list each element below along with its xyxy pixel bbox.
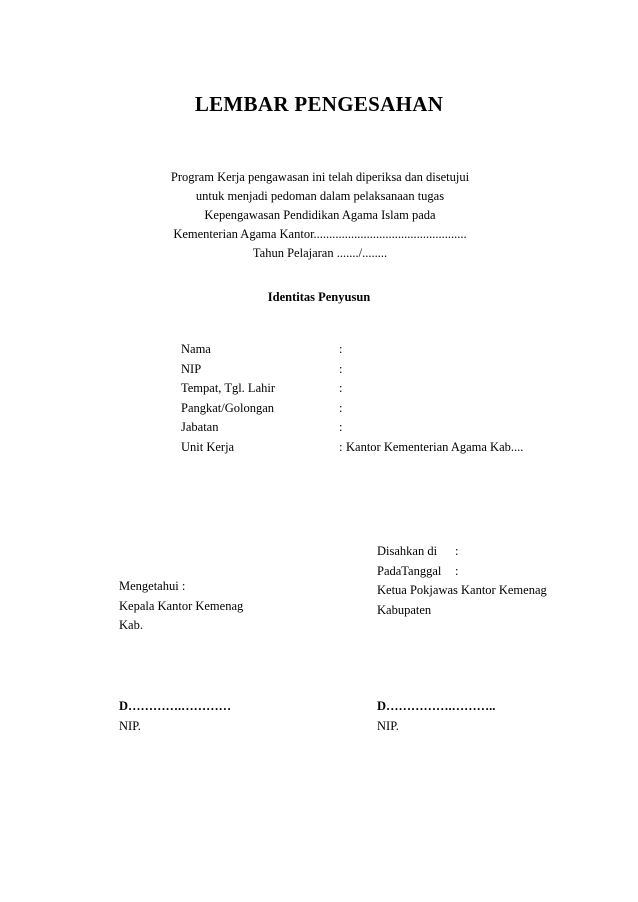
tanggal-row — [377, 562, 547, 582]
tanggal-label: PadaTanggal — [377, 563, 442, 578]
intro-line: Tahun Pelajaran ......./........ — [252, 246, 388, 260]
identity-label: Pangkat/Golongan — [181, 400, 275, 415]
intro-line: untuk menjadi pedoman dalam pelaksanaan tugas — [195, 189, 445, 203]
identity-separator: : — [339, 361, 343, 376]
identity-separator: : — [339, 439, 343, 454]
signer-name-left: D………….………… — [119, 699, 232, 713]
signature-block-right — [377, 542, 547, 620]
disahkan-row — [377, 542, 547, 562]
disahkan-label: Disahkan di — [377, 544, 438, 558]
mengetahui-label: Mengetahui : — [119, 579, 186, 593]
identity-separator: : — [339, 342, 343, 356]
document-title: LEMBAR PENGESAHAN — [194, 92, 444, 116]
signer-position-right: Ketua Pokjawas Kantor Kemenag — [377, 583, 547, 597]
signer-nip-right: NIP. — [377, 718, 399, 733]
identity-separator: : — [339, 381, 343, 395]
intro-line: Program Kerja pengawasan ini telah diperiksa dan disetujui — [170, 170, 470, 184]
identity-separator: : — [339, 400, 343, 415]
tanggal-separator: : — [455, 563, 459, 578]
identity-label: Tempat, Tgl. Lahir — [181, 381, 276, 395]
signature-block-left — [119, 577, 243, 636]
identity-separator: : — [339, 420, 343, 434]
signer-position-left: Kepala Kantor Kemenag — [119, 598, 244, 613]
signer-office-right: Kabupaten — [377, 602, 432, 617]
section-subtitle: Identitas Penyusun — [267, 290, 371, 304]
identity-label: Jabatan — [181, 420, 219, 434]
identity-label: Unit Kerja — [181, 439, 235, 454]
identity-label: NIP — [181, 361, 202, 376]
signer-name-block-left — [119, 697, 231, 736]
disahkan-separator: : — [455, 544, 459, 558]
intro-paragraph — [150, 168, 490, 263]
signer-office-left: Kab. — [119, 618, 143, 632]
intro-line: Kepengawasan Pendidikan Agama Islam pada — [204, 208, 436, 222]
identity-label: Nama — [181, 342, 211, 356]
signer-name-right: D…………….……….. — [377, 699, 496, 713]
identity-value: Kantor Kementerian Agama Kab.... — [346, 439, 524, 454]
intro-line: Kementerian Agama Kantor................................................. — [173, 227, 467, 241]
signer-nip-left: NIP. — [119, 718, 141, 733]
signer-name-block-right — [377, 697, 495, 736]
